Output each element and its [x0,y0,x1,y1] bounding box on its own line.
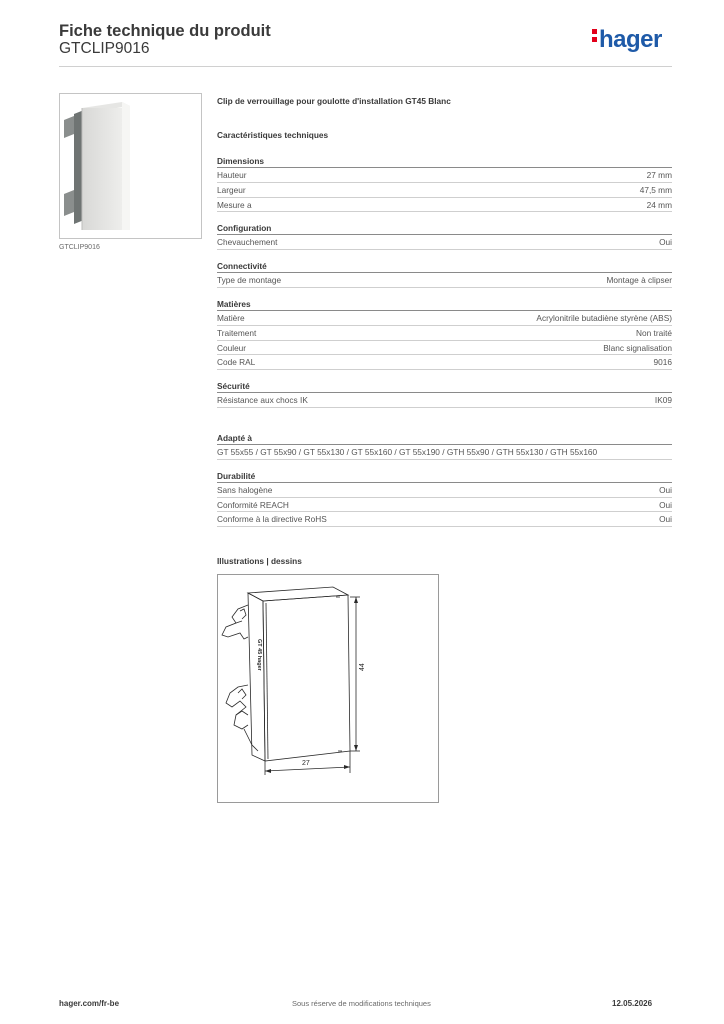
spec-content [217,96,672,538]
product-title: Clip de verrouillage pour goulotte d'installation GT45 Blanc [217,96,451,106]
height-dimension-label: 44 [359,663,366,671]
technical-drawing [217,574,439,803]
section-title: Connectivité [217,261,672,273]
section-title: Durabilité [217,471,672,483]
engraving-text: GT 45 hager [256,639,262,671]
spec-value: 47,5 mm [639,184,672,195]
spec-row [217,393,672,408]
spec-value: Oui [659,514,672,525]
section-title: Dimensions [217,156,672,168]
spec-value: 27 mm [646,170,672,180]
logo-text: hager [599,26,662,53]
section-durabilite [217,471,672,527]
section-connectivite [217,261,672,288]
spec-label: Chevauchement [217,237,278,248]
spec-label: Matière [217,312,245,323]
spec-value: Montage à clipser [606,275,672,286]
section-dimensions [217,156,672,212]
spec-label: Conforme à la directive RoHS [217,514,327,525]
page-title: Fiche technique du produit [59,22,271,40]
spec-value: Oui [659,484,672,495]
spec-label: Type de montage [217,275,282,286]
clip-drawing-icon [218,575,438,802]
spec-label: Traitement [217,327,257,338]
section-title: Configuration [217,223,672,235]
spec-value: Non traité [636,327,672,338]
spec-label: Sans halogène [217,484,273,495]
tech-heading: Caractéristiques techniques [217,130,329,140]
spec-value: Blanc signalisation [603,342,672,353]
illustrations-title: Illustrations | dessins [217,556,302,566]
header-divider [59,66,672,67]
section-configuration [217,223,672,250]
spec-label: Conformité REACH [217,499,289,510]
spec-value: 9016 [653,357,672,368]
compatibility-list: GT 55x55 / GT 55x90 / GT 55x130 / GT 55x160 / GT 55x190 / GTH 55x90 / GTH 55x130 / GTH 55x160 [217,445,672,460]
spec-label: Largeur [217,184,246,195]
product-reference: GTCLIP9016 [59,40,150,57]
hager-logo [592,26,662,54]
spec-value: Oui [659,499,672,510]
section-title: Adapté à [217,433,672,445]
spec-row [217,341,672,356]
spec-label: Hauteur [217,170,247,180]
product-thumbnail [59,93,202,239]
spec-value: IK09 [654,395,672,406]
spec-row [217,483,672,498]
spec-row [217,198,672,213]
spec-row [217,168,672,183]
spec-label: Couleur [217,342,247,353]
spec-row [217,311,672,326]
width-dimension-label: 27 [302,760,310,767]
spec-label: Mesure a [217,199,252,210]
spec-row [217,498,672,513]
section-matieres [217,299,672,370]
spec-row [217,273,672,288]
spec-label: Code RAL [217,357,256,368]
product-photo-icon [60,94,201,238]
section-title: Sécurité [217,381,672,393]
spec-value: Acrylonitrile butadiène styrène (ABS) [536,312,672,323]
footer-website-link[interactable]: hager.com/fr-be [59,999,120,1008]
footer-disclaimer: Sous réserve de modifications techniques [292,999,431,1008]
spec-row [217,235,672,250]
logo-dots-icon [592,26,597,45]
spec-row [217,512,672,527]
footer-date: 12.05.2026 [612,999,653,1008]
spec-label: Résistance aux chocs IK [217,395,308,406]
spec-row [217,326,672,341]
spec-value: 24 mm [646,199,672,210]
spec-row [217,355,672,370]
section-title: Matières [217,299,672,311]
thumbnail-caption: GTCLIP9016 [59,244,100,251]
spec-row [217,183,672,198]
section-adapte [217,433,672,460]
section-securite [217,381,672,408]
spec-value: Oui [659,237,672,248]
